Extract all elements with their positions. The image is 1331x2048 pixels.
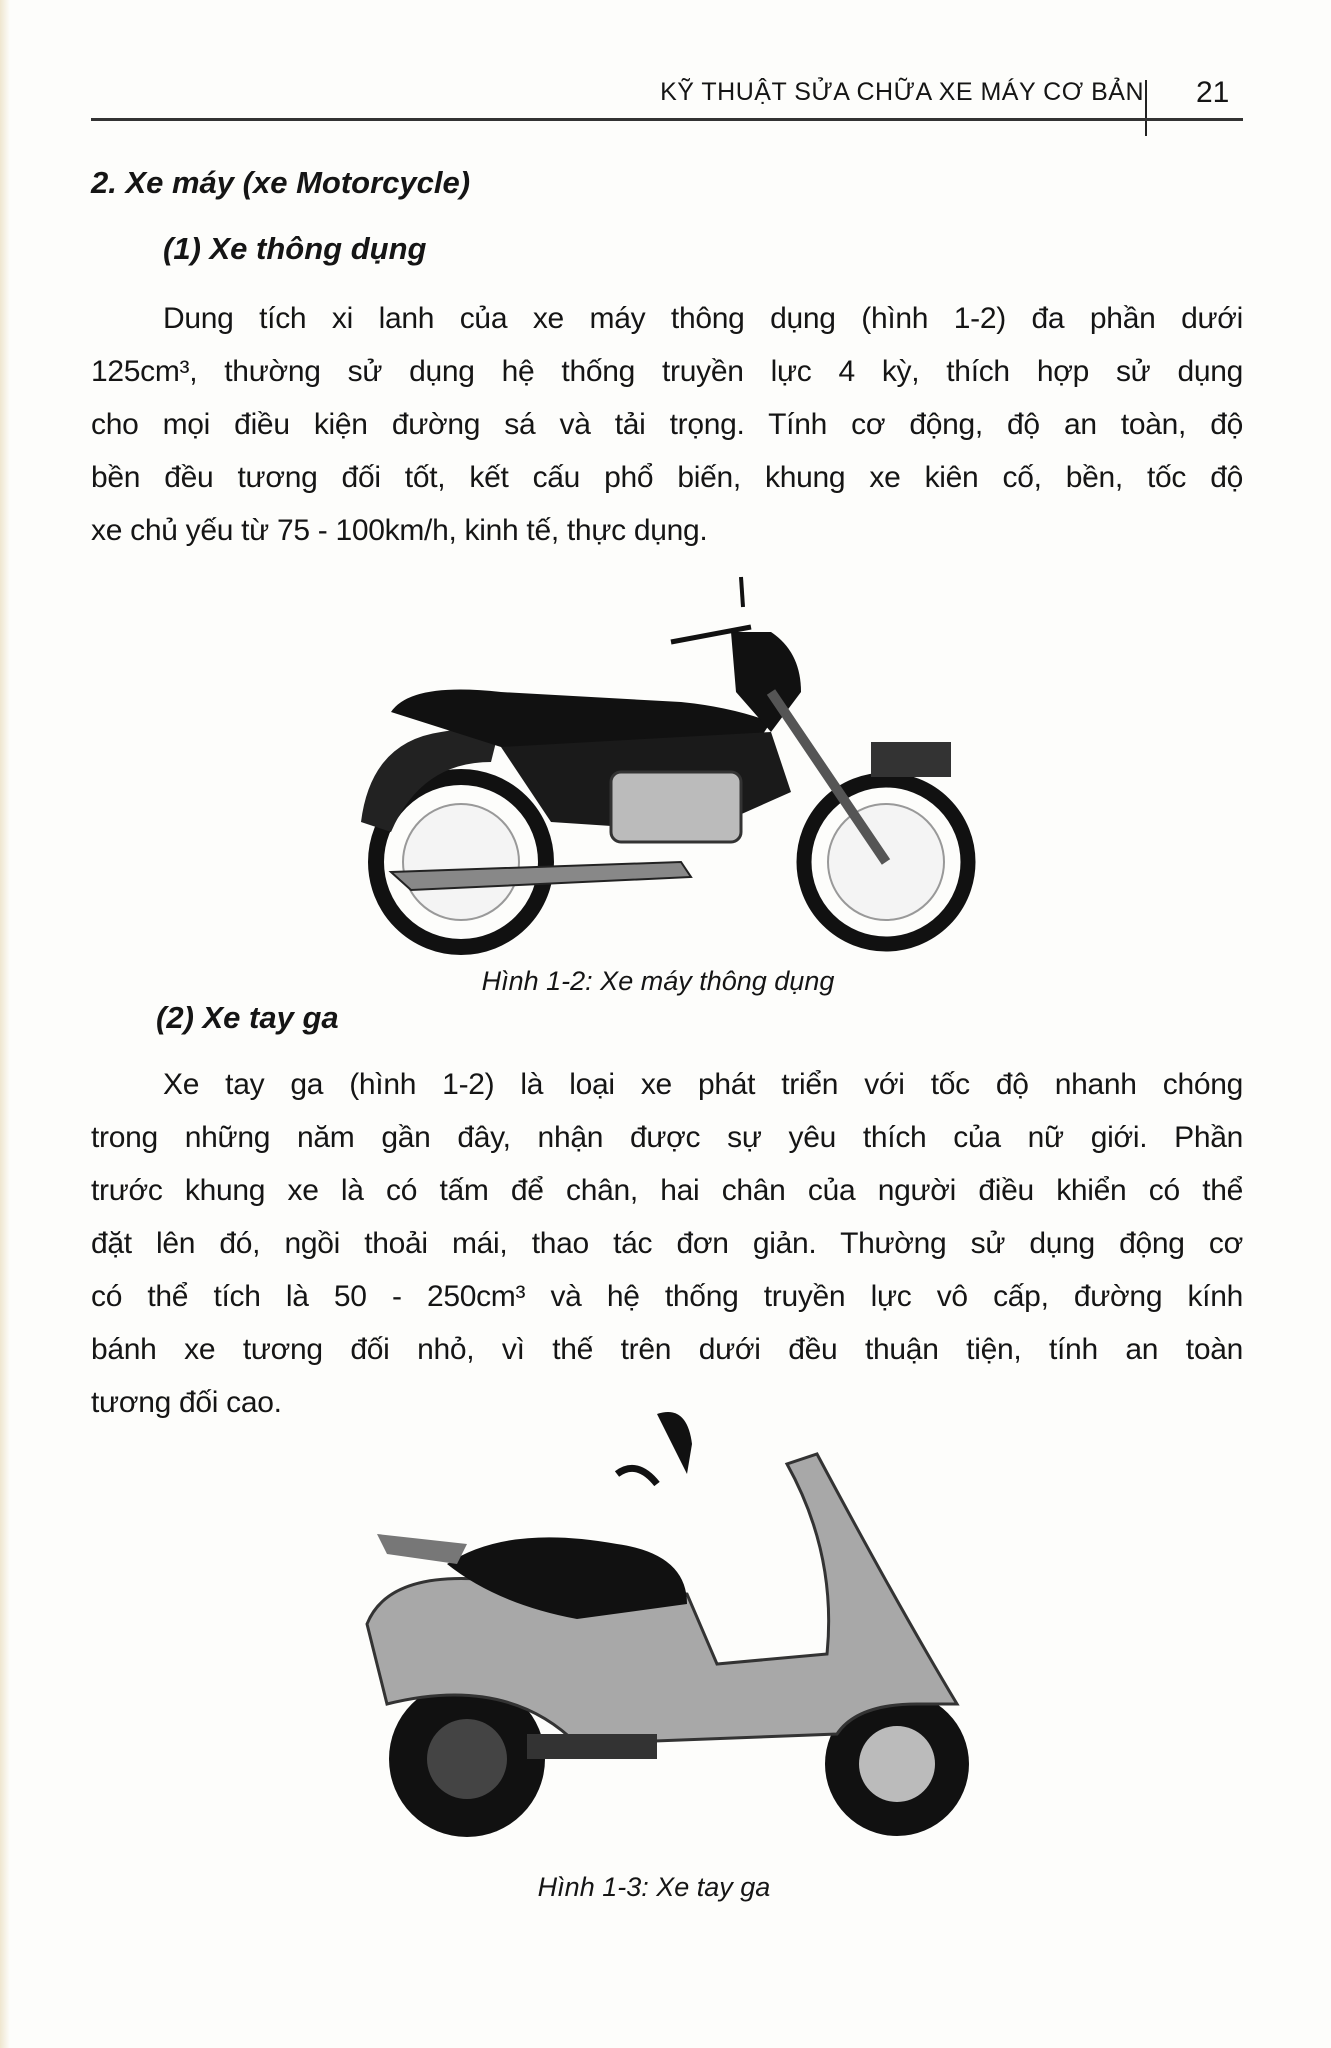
section-heading: 2. Xe máy (xe Motorcycle)	[91, 165, 471, 200]
text-line: bền đều tương đối tốt, kết cấu phổ biến, khung xe kiên cố, bền, tốc độ	[91, 461, 1243, 494]
text-line: tương đối cao.	[91, 1386, 282, 1419]
text-line: bánh xe tương đối nhỏ, vì thế trên dưới đều thuận tiện, tính an toàn	[91, 1333, 1243, 1366]
page-number: 21	[1196, 76, 1230, 109]
text-line: Xe tay ga (hình 1-2) là loại xe phát triển với tốc độ nhanh chóng	[163, 1068, 1243, 1101]
text-line: Dung tích xi lanh của xe máy thông dụng (hình 1-2) đa phần dưới	[163, 302, 1243, 335]
subsection-heading-2: (2) Xe tay ga	[156, 1000, 339, 1035]
text-line: 125cm³, thường sử dụng hệ thống truyền lực 4 kỳ, thích hợp sử dụng	[91, 355, 1243, 388]
motorcycle-image	[351, 572, 981, 957]
paragraph-1	[91, 292, 1243, 557]
text-line: có thể tích là 50 - 250cm³ và hệ thống truyền lực vô cấp, đường kính	[91, 1280, 1243, 1313]
subsection-heading-1: (1) Xe thông dụng	[163, 231, 427, 266]
text-line: xe chủ yếu từ 75 - 100km/h, kinh tế, thực dụng.	[91, 514, 708, 547]
text-line: trong những năm gần đây, nhận được sự yêu thích của nữ giới. Phần	[91, 1121, 1243, 1154]
figure-caption-1: Hình 1-2: Xe máy thông dụng	[481, 966, 835, 996]
text-line: đặt lên đó, ngồi thoải mái, thao tác đơn giản. Thường sử dụng động cơ	[91, 1227, 1243, 1260]
figure-caption-2: Hình 1-3: Xe tay ga	[537, 1872, 771, 1902]
header-divider	[1145, 80, 1147, 136]
page-edge	[0, 0, 10, 2048]
paragraph-2	[91, 1058, 1243, 1429]
text-line: cho mọi điều kiện đường sá và tải trọng. Tính cơ động, độ an toàn, độ	[91, 408, 1243, 441]
text-line: trước khung xe là có tấm để chân, hai chân của người điều khiển có thể	[91, 1174, 1243, 1207]
running-header: KỸ THUẬT SỬA CHỮA XE MÁY CƠ BẢN	[660, 78, 1144, 106]
header-rule	[91, 118, 1243, 121]
scooter-image	[357, 1404, 992, 1849]
